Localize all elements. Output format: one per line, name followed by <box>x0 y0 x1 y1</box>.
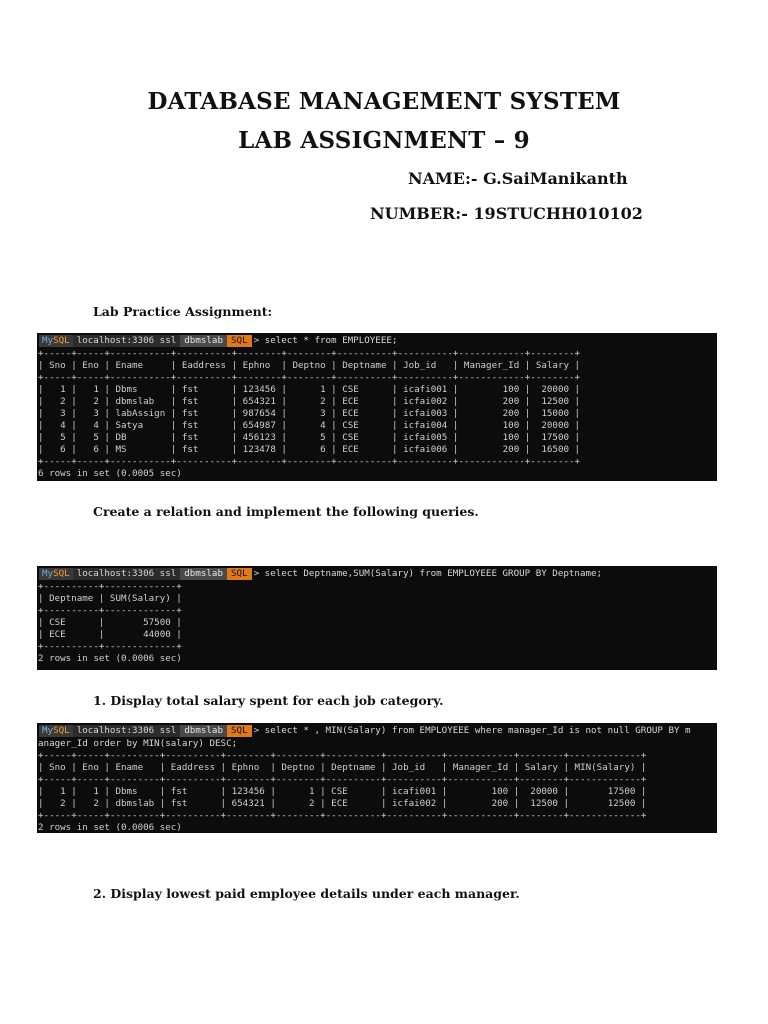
prompt-mode: SQL <box>227 568 252 580</box>
sql-command: > select * , MIN(Salary) from EMPLOYEEE where manager_Id is not null GROUP BY m <box>253 725 691 736</box>
sql-command: > select * from EMPLOYEEE; <box>253 335 398 346</box>
query-result: +----------+-------------+ | Deptname | SUM(Salary) | +----------+-------------+ | CSE | 57500 | | ECE | 44000 | +----------+-------------+ 2 rows in set (0.0006 sec) <box>38 581 182 664</box>
query-result: +-----+-----+-----------+----------+--------+--------+----------+----------+------------+--------+ | Sno | Eno | Ename | Eaddress | Ephno | Deptno | Deptname | Job_id | Manager_Id | Salary | +-----+-----+-----------+----------+--------+--------+----------+----------+------------+--------+ | 1 | 1 | Dbms | fst | 123456 | 1 | CSE | icafi001 | 100 | 20000 | | 2 | 2 | dbmslab | fst | 654321 | 2 | ECE | icfai002 | 200 | 12500 | | 3 | 3 | labAssign | fst | 987654 | 3 | ECE | icfai003 | 200 | 15000 | | 4 | 4 | Satya | fst | 654987 | 4 | CSE | icfai004 | 100 | 20000 | | 5 | 5 | DB | fst | 456123 | 5 | CSE | icfai005 | 100 | 17500 | | 6 | 6 | MS | fst | 123478 | 6 | ECE | icfai006 | 200 | 16500 | +-----+-----+-----------+----------+--------+--------+----------+----------+------------+--------+ 6 rows in set (0.0005 sec) <box>38 348 581 479</box>
prompt-host: localhost:3306 ssl <box>73 725 181 737</box>
sql-command: > select Deptname,SUM(Salary) from EMPLOYEEE GROUP BY Deptname; <box>253 568 603 579</box>
question-2: 2. Display lowest paid employee details under each manager. <box>93 886 520 901</box>
prompt-database: dbmslab <box>180 335 227 347</box>
student-name: NAME:- G.SaiManikanth <box>408 169 628 188</box>
shell-prompt <box>37 335 717 348</box>
mysql-logo: MySQL <box>39 335 73 347</box>
document-title: DATABASE MANAGEMENT SYSTEM <box>147 88 621 115</box>
prompt-database: dbmslab <box>180 568 227 580</box>
shell-prompt <box>37 725 717 738</box>
prompt-host: localhost:3306 ssl <box>73 568 181 580</box>
question-1: 1. Display total salary spent for each job category. <box>93 693 444 708</box>
shell-prompt <box>37 568 717 581</box>
terminal-employee-table <box>37 333 717 481</box>
sql-command-continuation: anager_Id order by MIN(salary) DESC; <box>38 738 238 749</box>
create-relation-text: Create a relation and implement the following queries. <box>93 504 479 519</box>
mysql-logo: MySQL <box>39 725 73 737</box>
terminal-min-salary <box>37 723 717 833</box>
lab-practice-heading: Lab Practice Assignment: <box>93 304 273 319</box>
prompt-host: localhost:3306 ssl <box>73 335 181 347</box>
terminal-group-by-dept <box>37 566 717 670</box>
prompt-mode: SQL <box>227 725 252 737</box>
assignment-title: LAB ASSIGNMENT – 9 <box>238 127 530 154</box>
mysql-logo: MySQL <box>39 568 73 580</box>
prompt-database: dbmslab <box>180 725 227 737</box>
student-number: NUMBER:- 19STUCHH010102 <box>370 204 643 223</box>
query-result: +-----+-----+---------+----------+--------+--------+----------+----------+------------+--------+-------------+ | Sno | Eno | Ename | Eaddress | Ephno | Deptno | Deptname | Job_id | Manager_Id | Salary | MIN(Salary) | +-----+-----+---------+----------+--------+--------+----------+----------+------------+--------+-------------+ | 1 | 1 | Dbms | fst | 123456 | 1 | CSE | icafi001 | 100 | 20000 | 17500 | | 2 | 2 | dbmslab | fst | 654321 | 2 | ECE | icfai002 | 200 | 12500 | 12500 | +-----+-----+---------+----------+--------+--------+----------+----------+------------+--------+-------------+ 2 rows in set (0.0006 sec) <box>38 750 647 833</box>
prompt-mode: SQL <box>227 335 252 347</box>
